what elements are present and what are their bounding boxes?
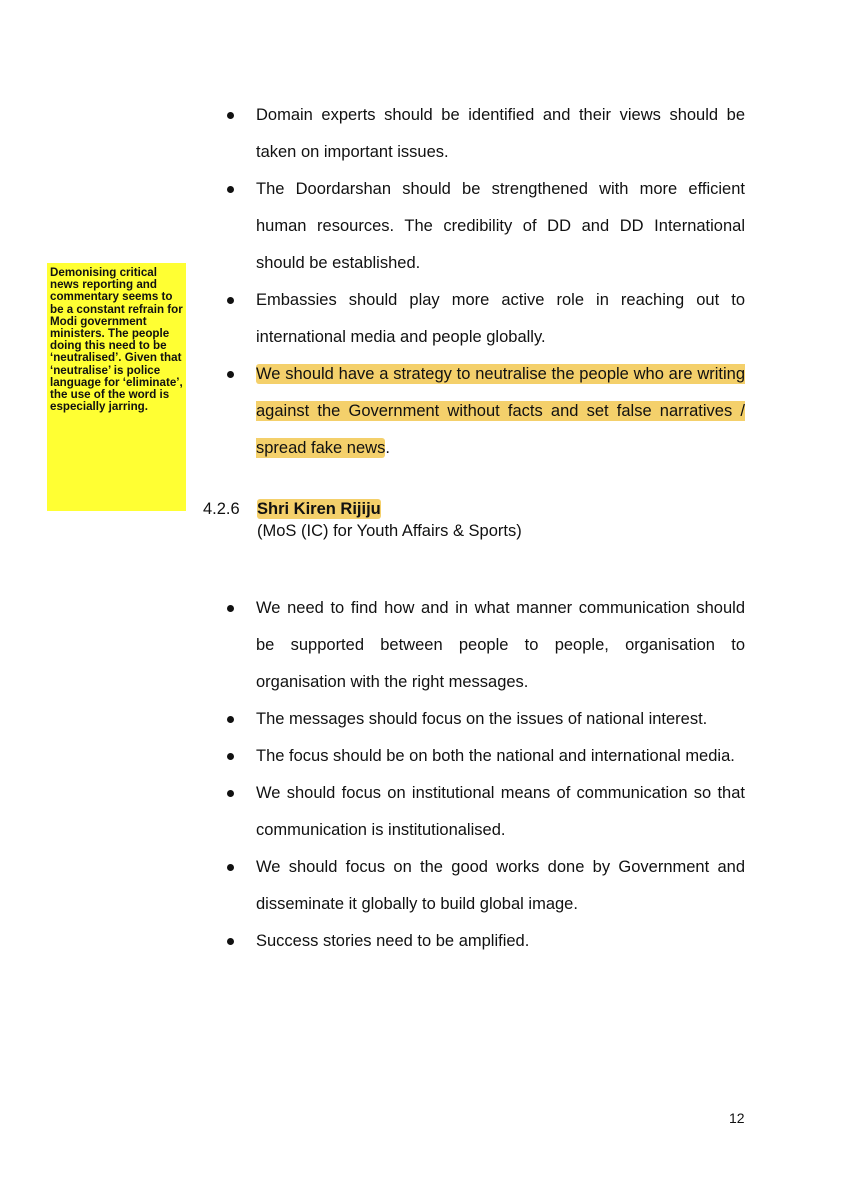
page-number: 12	[729, 1110, 745, 1126]
highlighted-text: We should have a strategy to neutralise the people who are writing against the Government without facts and set false narratives / spread fake news	[256, 365, 745, 457]
bullet-icon	[227, 112, 234, 119]
bullet-icon	[227, 297, 234, 304]
list-item: We should focus on institutional means of communication so that communication is institutionalised.	[227, 775, 745, 849]
comment-text: Demonising critical news reporting and commentary seems to be a constant refrain for Modi government ministers. The people doing this need to be ‘neutralised’. Given that ‘neutralise’ is police language for ‘eliminate’, the use of the word is especially jarring.	[50, 266, 183, 414]
list-item: The focus should be on both the national and international media.	[227, 738, 745, 775]
bullet-icon	[227, 753, 234, 760]
bullet-icon	[227, 864, 234, 871]
bullet-icon	[227, 716, 234, 723]
section-role: (MoS (IC) for Youth Affairs & Sports)	[257, 522, 522, 540]
section-number: 4.2.6	[203, 500, 240, 518]
list-item: Success stories need to be amplified.	[227, 923, 745, 960]
bullet-icon	[227, 371, 234, 378]
list-item-highlighted: We should have a strategy to neutralise the people who are writing against the Government without facts and set false narratives / spread fake news.	[227, 356, 745, 467]
list-item: The Doordarshan should be strengthened with more efficient human resources. The credibility of DD and DD International should be established.	[227, 171, 745, 282]
section-name: Shri Kiren Rijiju	[257, 500, 381, 518]
list-item: The messages should focus on the issues of national interest.	[227, 701, 745, 738]
list-item: Embassies should play more active role in reaching out to international media and people globally.	[227, 282, 745, 356]
bullet-icon	[227, 938, 234, 945]
margin-comment	[47, 263, 186, 511]
bullet-icon	[227, 186, 234, 193]
bullet-list-minister-2	[227, 590, 745, 960]
list-item: Domain experts should be identified and their views should be taken on important issues.	[227, 97, 745, 171]
list-item: We should focus on the good works done by Government and disseminate it globally to build global image.	[227, 849, 745, 923]
section-heading	[203, 498, 522, 542]
list-item: We need to find how and in what manner communication should be supported between people to people, organisation to organisation with the right messages.	[227, 590, 745, 701]
bullet-icon	[227, 790, 234, 797]
bullet-icon	[227, 605, 234, 612]
bullet-list-minister-1	[227, 97, 745, 467]
